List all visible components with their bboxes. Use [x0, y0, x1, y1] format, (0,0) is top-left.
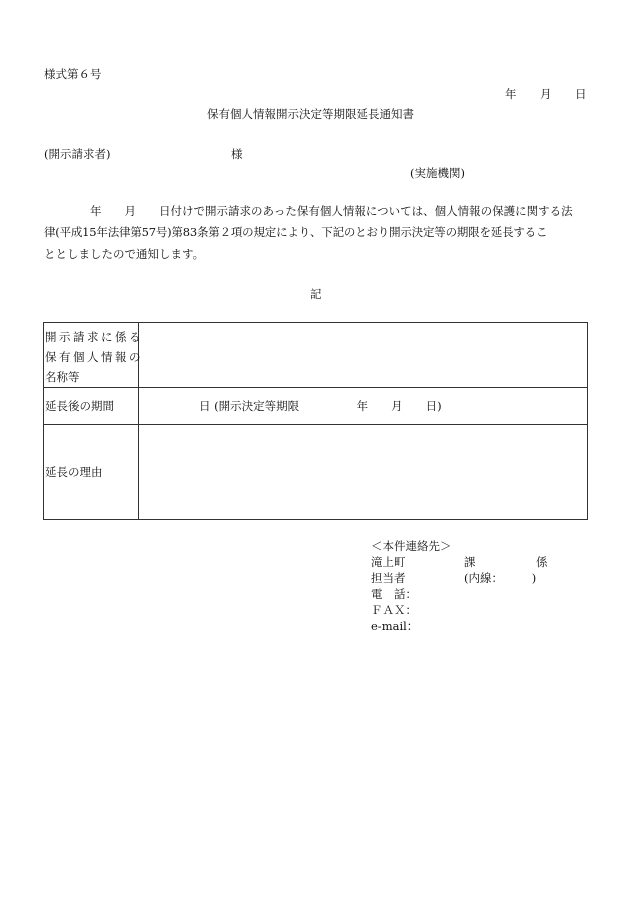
contact-block	[371, 539, 548, 637]
label-line: 開示請求に係る	[45, 330, 143, 344]
date-year: 年	[505, 87, 517, 101]
ki-heading: 記	[310, 287, 322, 301]
form-number: 様式第６号	[44, 67, 102, 81]
extension-table	[43, 322, 588, 520]
contact-fax-label: ＦＡＸ：	[371, 603, 417, 617]
requester-label: (開示請求者)	[44, 147, 111, 161]
contact-person-label: 担当者	[371, 571, 406, 585]
contact-extension: (内線： )	[464, 571, 537, 585]
extended-period-value[interactable]: 日 (開示決定等期限 年 月 日)	[139, 388, 588, 425]
contact-staff: 係	[536, 555, 548, 569]
label-line: 保有個人情報の	[45, 350, 143, 364]
body-line: 年 月 日付けで開示請求のあった保有個人情報については、個人情報の保護に関する法	[90, 204, 573, 218]
reason-label: 延長の理由	[44, 425, 139, 520]
requester-honorific: 様	[231, 147, 243, 161]
date-day: 日	[575, 87, 587, 101]
body-line: 律(平成15年法律第57号)第83条第２項の規定により、下記のとおり開示決定等の期限を延長するこ	[44, 225, 548, 239]
target-info-value[interactable]	[139, 323, 588, 388]
contact-section: 課	[464, 555, 476, 569]
document-title: 保有個人情報開示決定等期限延長通知書	[207, 107, 414, 121]
contact-email-label: e-mail：	[371, 619, 419, 633]
contact-heading: ＜本件連絡先＞	[371, 539, 452, 553]
label-line: 名称等	[45, 370, 80, 384]
target-info-label	[44, 323, 143, 388]
contact-email-row	[371, 619, 419, 637]
table-row-extended-period	[44, 388, 588, 425]
contact-town: 滝上町	[371, 555, 406, 569]
contact-phone-label: 電 話：	[371, 587, 417, 601]
table-row-target-info	[44, 323, 588, 388]
reason-value[interactable]	[139, 425, 588, 520]
date-month: 月	[540, 87, 552, 101]
extended-period-label: 延長後の期間	[44, 388, 139, 425]
agency-label: (実施機関)	[410, 166, 465, 180]
table-row-reason	[44, 425, 588, 520]
body-line: ととしましたので通知します。	[44, 247, 205, 261]
